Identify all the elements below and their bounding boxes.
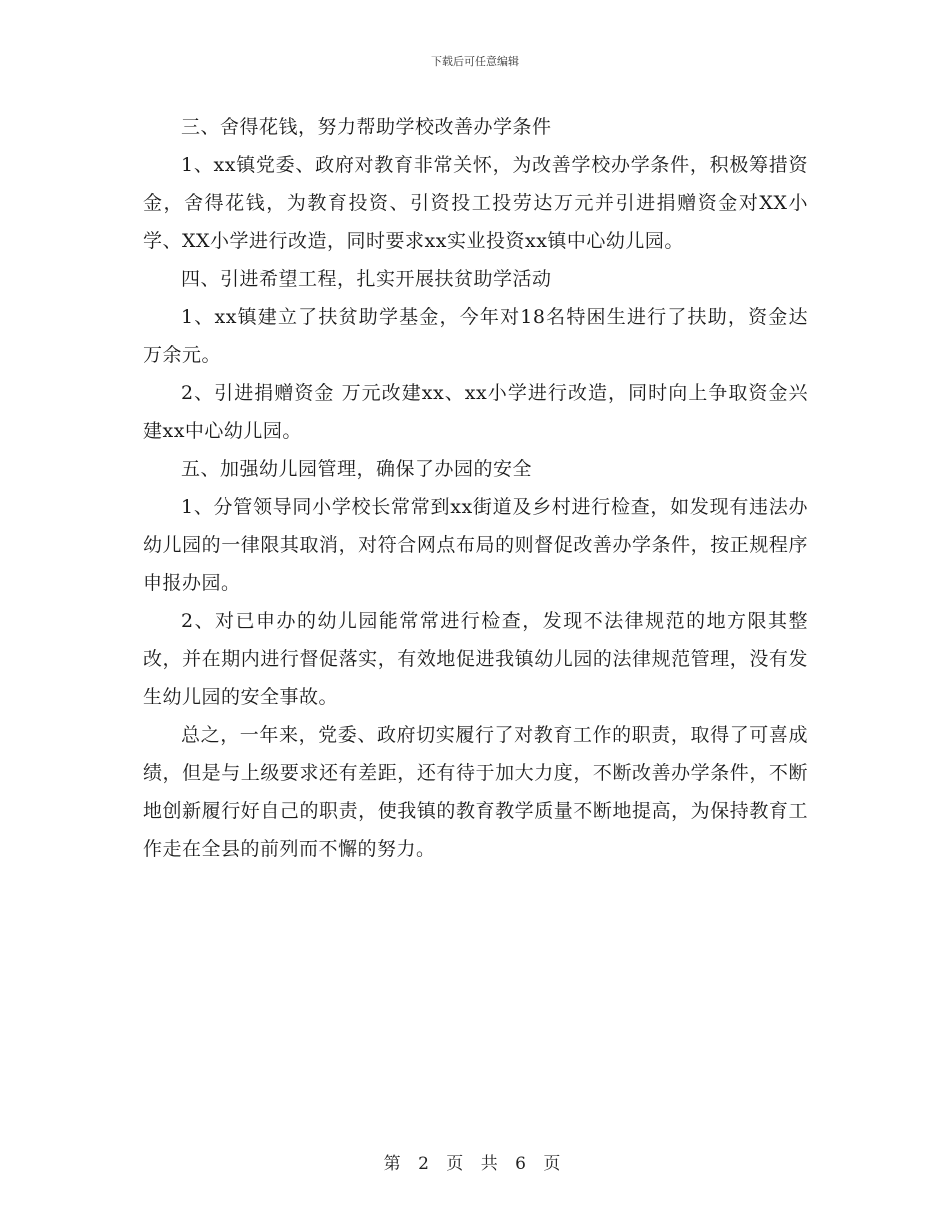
page-header-note: 下载后可任意编辑: [431, 55, 519, 68]
paragraph: 2、引进捐赠资金 万元改建xx、xx小学进行改造，同时向上争取资金兴建xx中心幼儿园。: [143, 382, 808, 442]
section-heading-5: 五、加强幼儿园管理，确保了办园的安全: [181, 458, 533, 480]
paragraph: 1、xx镇建立了扶贫助学基金，今年对18名特困生进行了扶助，资金达 万余元。: [143, 306, 808, 366]
section-heading-4: 四、引进希望工程，扎实开展扶贫助学活动: [181, 268, 552, 290]
conclusion-paragraph: 总之，一年来，党委、政府切实履行了对教育工作的职责，取得了可喜成绩，但是与上级要求还有差距，还有待于加大力度，不断改善办学条件，不断地创新履行好自己的职责，使我镇的教育教学质量不断地提高，为保持教育工作走在全县的前列而不懈的努力。: [143, 724, 808, 860]
document-body: [143, 108, 808, 868]
paragraph: 1、xx镇党委、政府对教育非常关怀，为改善学校办学条件，积极筹措资金，舍得花钱，为教育投资、引资投工投劳达万元并引进捐赠资金对XX小学、XX小学进行改造，同时要求xx实业投资xx镇中心幼儿园。: [143, 154, 808, 252]
paragraph: 1、分管领导同小学校长常常到xx街道及乡村进行检查，如发现有违法办幼儿园的一律限其取消，对符合网点布局的则督促改善办学条件，按正规程序申报办园。: [143, 496, 808, 594]
page-number: 第 2 页 共 6 页: [383, 1154, 567, 1174]
section-heading-3: 三、舍得花钱，努力帮助学校改善办学条件: [181, 116, 552, 138]
paragraph: 2、对已申办的幼儿园能常常进行检查，发现不法律规范的地方限其整改，并在期内进行督促落实，有效地促进我镇幼儿园的法律规范管理，没有发生幼儿园的安全事故。: [143, 610, 808, 708]
